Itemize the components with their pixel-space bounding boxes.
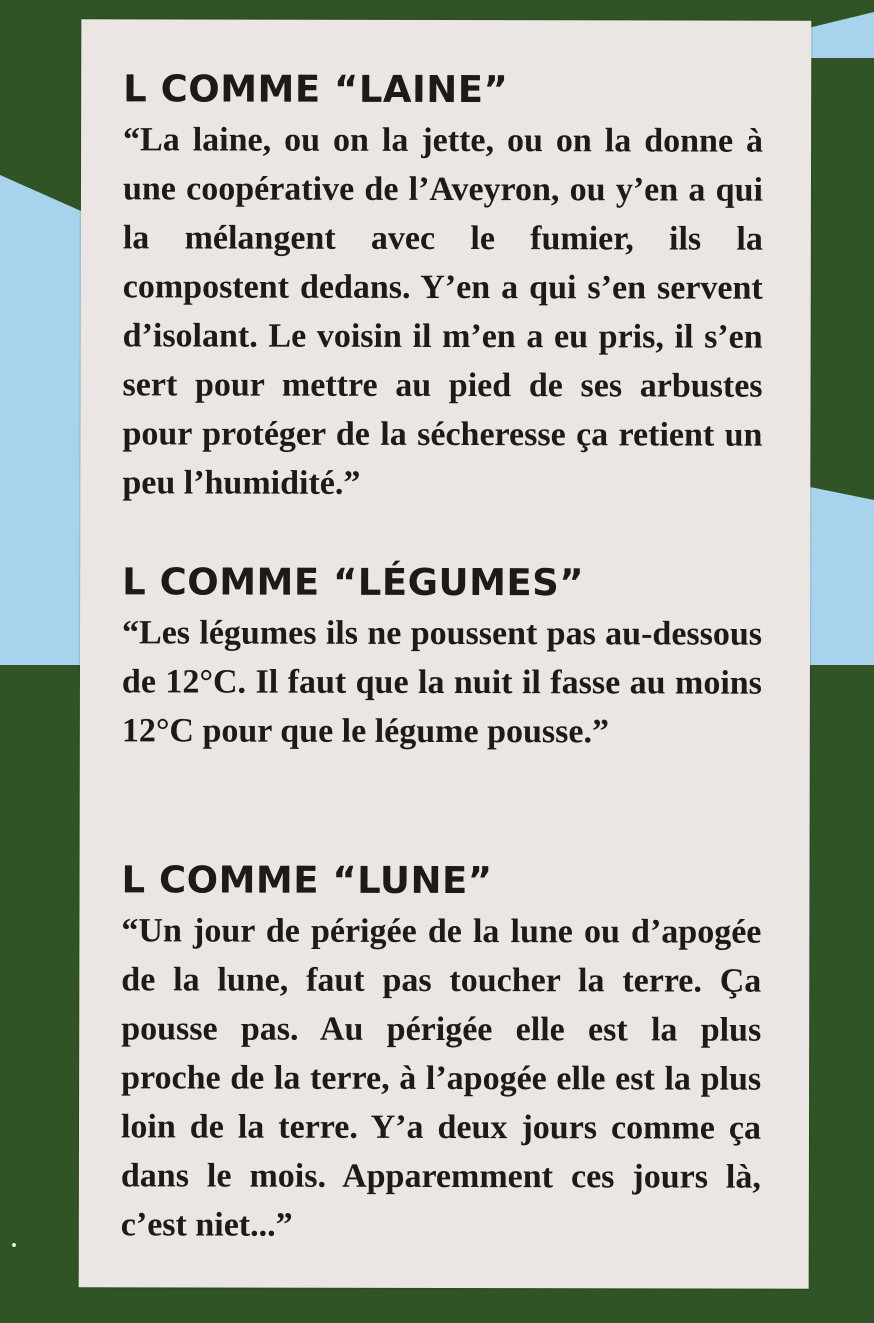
heading-laine: L COMME “LAINE” (123, 67, 509, 112)
section-lune (121, 857, 762, 1250)
section-laine (122, 66, 763, 508)
heading-lune: L COMME “LUNE” (121, 858, 493, 903)
small-light-dot (12, 1243, 16, 1247)
blue-band-left (0, 175, 90, 665)
text-panel (79, 19, 812, 1289)
section-legumes (122, 559, 762, 756)
heading-legumes: L COMME “LÉGUMES” (122, 560, 585, 605)
blue-band-right (800, 485, 874, 665)
quote-lune: “Un jour de périgée de la lune ou d’apogée de la lune, faut pas toucher la terre. Ça pousse pas. Au périgée elle est la plus proche de la terre, à l’apogée elle est la plus loin de la terre. Y’a deux jours comme ça dans le mois. Apparemment ces jours là, c’est niet...” (120, 912, 762, 1244)
quote-laine: “La laine, ou on la jette, ou on la donne à une coopérative de l’Aveyron, ou y’en a qui la mélangent avec le fumier, ils la compostent dedans. Y’en a qui s’en servent d’isolant. Le voisin il m’en a eu pris, il s’en sert pour mettre au pied de ses arbustes pour protéger de la sécheresse ça retient un peu l’humidité.” (122, 121, 764, 502)
quote-legumes: “Les légumes ils ne poussent pas au-dessous de 12°C. Il faut que la nuit il fasse au moins 12°C pour que le légume pousse.” (121, 614, 763, 751)
